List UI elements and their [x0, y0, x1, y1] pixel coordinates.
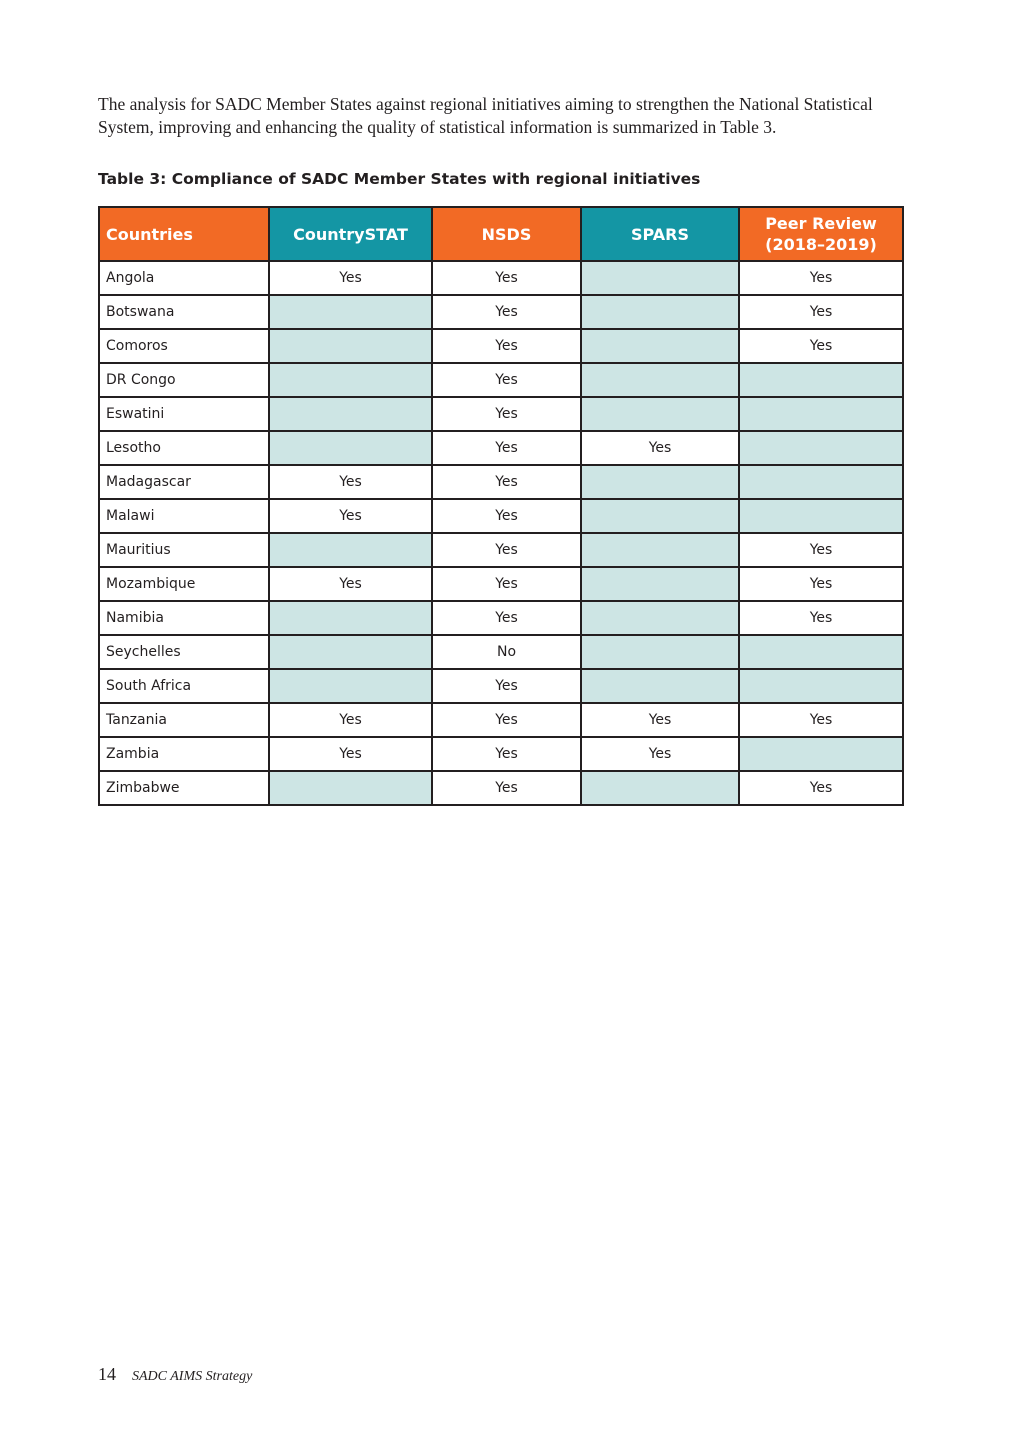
table-row [99, 737, 903, 771]
nsds-cell: No [432, 635, 581, 669]
spars-cell [581, 533, 739, 567]
nsds-cell: Yes [432, 329, 581, 363]
peer-cell: Yes [739, 261, 903, 295]
country-cell: DR Congo [99, 363, 269, 397]
nsds-cell: Yes [432, 771, 581, 805]
table-row [99, 397, 903, 431]
table-row [99, 703, 903, 737]
spars-cell [581, 567, 739, 601]
spars-cell [581, 669, 739, 703]
countrystat-cell: Yes [269, 737, 432, 771]
countrystat-cell [269, 601, 432, 635]
spars-cell [581, 261, 739, 295]
spars-cell: Yes [581, 737, 739, 771]
spars-cell [581, 635, 739, 669]
table-row [99, 261, 903, 295]
country-cell: Namibia [99, 601, 269, 635]
intro-paragraph: The analysis for SADC Member States against regional initiatives aiming to strengthen the National Statistical System, improving and enhancing the quality of statistical information is summarized in Table 3. [98, 94, 873, 137]
country-cell: South Africa [99, 669, 269, 703]
nsds-cell: Yes [432, 703, 581, 737]
page-number: 14 [98, 1364, 116, 1384]
table-row [99, 669, 903, 703]
country-cell: Mauritius [99, 533, 269, 567]
country-cell: Tanzania [99, 703, 269, 737]
peer-cell [739, 635, 903, 669]
spars-cell [581, 397, 739, 431]
nsds-cell: Yes [432, 499, 581, 533]
countrystat-cell [269, 329, 432, 363]
spars-cell [581, 363, 739, 397]
countrystat-cell [269, 431, 432, 465]
peer-cell [739, 431, 903, 465]
header-nsds: NSDS [432, 207, 581, 261]
spars-cell: Yes [581, 703, 739, 737]
countrystat-cell [269, 771, 432, 805]
peer-cell: Yes [739, 601, 903, 635]
nsds-cell: Yes [432, 261, 581, 295]
country-cell: Seychelles [99, 635, 269, 669]
header-peer-review-line1: Peer Review [765, 214, 877, 233]
peer-cell: Yes [739, 703, 903, 737]
countrystat-cell [269, 669, 432, 703]
countrystat-cell: Yes [269, 499, 432, 533]
peer-cell [739, 465, 903, 499]
peer-cell: Yes [739, 295, 903, 329]
document-title: SADC AIMS Strategy [132, 1369, 253, 1384]
header-spars: SPARS [581, 207, 739, 261]
nsds-cell: Yes [432, 431, 581, 465]
spars-cell [581, 329, 739, 363]
country-cell: Mozambique [99, 567, 269, 601]
table-row [99, 329, 903, 363]
header-peer-review [739, 207, 903, 261]
countrystat-cell: Yes [269, 261, 432, 295]
spars-cell [581, 771, 739, 805]
peer-cell [739, 737, 903, 771]
countrystat-cell [269, 533, 432, 567]
table-row [99, 635, 903, 669]
country-cell: Comoros [99, 329, 269, 363]
peer-cell: Yes [739, 533, 903, 567]
table-row [99, 431, 903, 465]
spars-cell [581, 499, 739, 533]
country-cell: Madagascar [99, 465, 269, 499]
table-body [99, 261, 903, 805]
peer-cell [739, 363, 903, 397]
peer-cell [739, 669, 903, 703]
countrystat-cell [269, 363, 432, 397]
country-cell: Lesotho [99, 431, 269, 465]
nsds-cell: Yes [432, 669, 581, 703]
page-footer [98, 1364, 252, 1385]
peer-cell: Yes [739, 771, 903, 805]
table-row [99, 363, 903, 397]
countrystat-cell: Yes [269, 567, 432, 601]
countrystat-cell [269, 397, 432, 431]
table-row [99, 771, 903, 805]
table-row [99, 601, 903, 635]
country-cell: Malawi [99, 499, 269, 533]
nsds-cell: Yes [432, 363, 581, 397]
peer-cell [739, 499, 903, 533]
table-row [99, 295, 903, 329]
table-row [99, 465, 903, 499]
nsds-cell: Yes [432, 737, 581, 771]
table-caption: Table 3: Compliance of SADC Member States with regional initiatives [98, 170, 701, 188]
header-countrystat: CountrySTAT [269, 207, 432, 261]
spars-cell [581, 465, 739, 499]
countrystat-cell: Yes [269, 465, 432, 499]
header-peer-review-line2: (2018–2019) [765, 235, 877, 254]
peer-cell [739, 397, 903, 431]
nsds-cell: Yes [432, 601, 581, 635]
spars-cell: Yes [581, 431, 739, 465]
nsds-cell: Yes [432, 397, 581, 431]
header-countries: Countries [99, 207, 269, 261]
countrystat-cell [269, 295, 432, 329]
countrystat-cell: Yes [269, 703, 432, 737]
compliance-table [98, 206, 904, 806]
table-row [99, 533, 903, 567]
nsds-cell: Yes [432, 567, 581, 601]
nsds-cell: Yes [432, 533, 581, 567]
spars-cell [581, 601, 739, 635]
spars-cell [581, 295, 739, 329]
country-cell: Eswatini [99, 397, 269, 431]
peer-cell: Yes [739, 567, 903, 601]
country-cell: Botswana [99, 295, 269, 329]
country-cell: Zimbabwe [99, 771, 269, 805]
table-row [99, 567, 903, 601]
nsds-cell: Yes [432, 465, 581, 499]
country-cell: Zambia [99, 737, 269, 771]
peer-cell: Yes [739, 329, 903, 363]
country-cell: Angola [99, 261, 269, 295]
table-row [99, 499, 903, 533]
table-header-row [99, 207, 903, 261]
nsds-cell: Yes [432, 295, 581, 329]
countrystat-cell [269, 635, 432, 669]
